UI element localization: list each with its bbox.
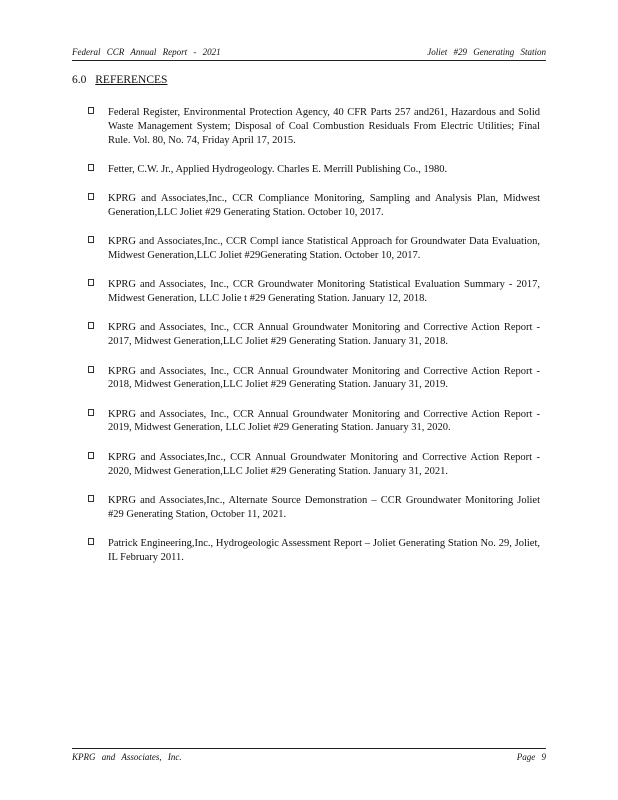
page-number: Page 9 (516, 752, 546, 762)
bullet-box-icon (88, 279, 94, 286)
bullet-box-icon (88, 495, 94, 502)
bullet-box-icon (88, 409, 94, 416)
reference-item (88, 494, 540, 522)
reference-item (88, 163, 540, 177)
reference-item (88, 235, 540, 263)
bullet-box-icon (88, 366, 94, 373)
reference-text: KPRG and Associates, Inc., CCR Annual Groundwater Monitoring and Corrective Action Report - 2019, Midwest Generation, LLC Joliet #29 Generating Station. January 31, 2020. (108, 408, 540, 434)
reference-text: Fetter, C.W. Jr., Applied Hydrogeology. Charles E. Merrill Publishing Co., 1980. (108, 163, 448, 175)
page-footer (72, 748, 546, 762)
bullet-box-icon (88, 107, 94, 114)
section-title: REFERENCES (95, 74, 168, 86)
bullet-box-icon (88, 164, 94, 171)
reference-item (88, 408, 540, 436)
reference-item (88, 451, 540, 479)
section-heading (72, 74, 183, 86)
reference-text: Patrick Engineering,Inc., Hydrogeologic Assessment Report – Joliet Generating Station No. 29, Joliet, IL February 2011. (108, 537, 540, 563)
footer-company: KPRG and Associates, Inc. (72, 752, 182, 762)
header-report-title: Federal CCR Annual Report - 2021 (72, 47, 221, 57)
reference-item (88, 192, 540, 220)
reference-item (88, 278, 540, 306)
reference-text: KPRG and Associates,Inc., CCR Compl iance Statistical Approach for Groundwater Data Evaluation, Midwest Generation,LLC Joliet #29Generating Station. October 10, 2017. (108, 236, 540, 262)
page-header (72, 47, 546, 61)
reference-list (88, 106, 540, 580)
section-number: 6.0 (72, 74, 87, 86)
reference-text: KPRG and Associates, Inc., CCR Annual Groundwater Monitoring and Corrective Action Report - 2018, Midwest Generation,LLC Joliet #29 Generating Station. January 31, 2019. (108, 365, 540, 391)
reference-text: KPRG and Associates,Inc., CCR Annual Groundwater Monitoring and Corrective Action Report - 2020, Midwest Generation,LLC Joliet #29 Generating Station. January 31, 2021. (108, 451, 540, 477)
reference-item (88, 321, 540, 349)
bullet-box-icon (88, 322, 94, 329)
reference-text: KPRG and Associates,Inc., CCR Compliance Monitoring, Sampling and Analysis Plan, Midwest Generation,LLC Joliet #29 Generating Station. October 10, 2017. (108, 193, 540, 218)
reference-text: Federal Register, Environmental Protection Agency, 40 CFR Parts 257 and261, Hazardous and Solid Waste Management System; Disposal of Coal Combustion Residuals From Electric Utilities; Final Rule. Vol. 80, No. 74, Friday April 17, 2015. (108, 107, 540, 146)
reference-item (88, 537, 540, 565)
bullet-box-icon (88, 236, 94, 243)
reference-text: KPRG and Associates, Inc., CCR Groundwater Monitoring Statistical Evaluation Summary - 2017, Midwest Generation, LLC Jolie t #29 Generating Station. January 12, 2018. (108, 279, 540, 305)
reference-text: KPRG and Associates,Inc., Alternate Source Demonstration – CCR Groundwater Monitoring Joliet #29 Generating Station, October 11, 2021. (108, 494, 540, 520)
bullet-box-icon (88, 538, 94, 545)
reference-text: KPRG and Associates, Inc., CCR Annual Groundwater Monitoring and Corrective Action Report - 2017, Midwest Generation,LLC Joliet #29 Generating Station. January 31, 2018. (108, 322, 540, 348)
bullet-box-icon (88, 193, 94, 200)
reference-item (88, 106, 540, 147)
bullet-box-icon (88, 452, 94, 459)
header-station-name: Joliet #29 Generating Station (427, 47, 546, 57)
reference-item (88, 365, 540, 393)
